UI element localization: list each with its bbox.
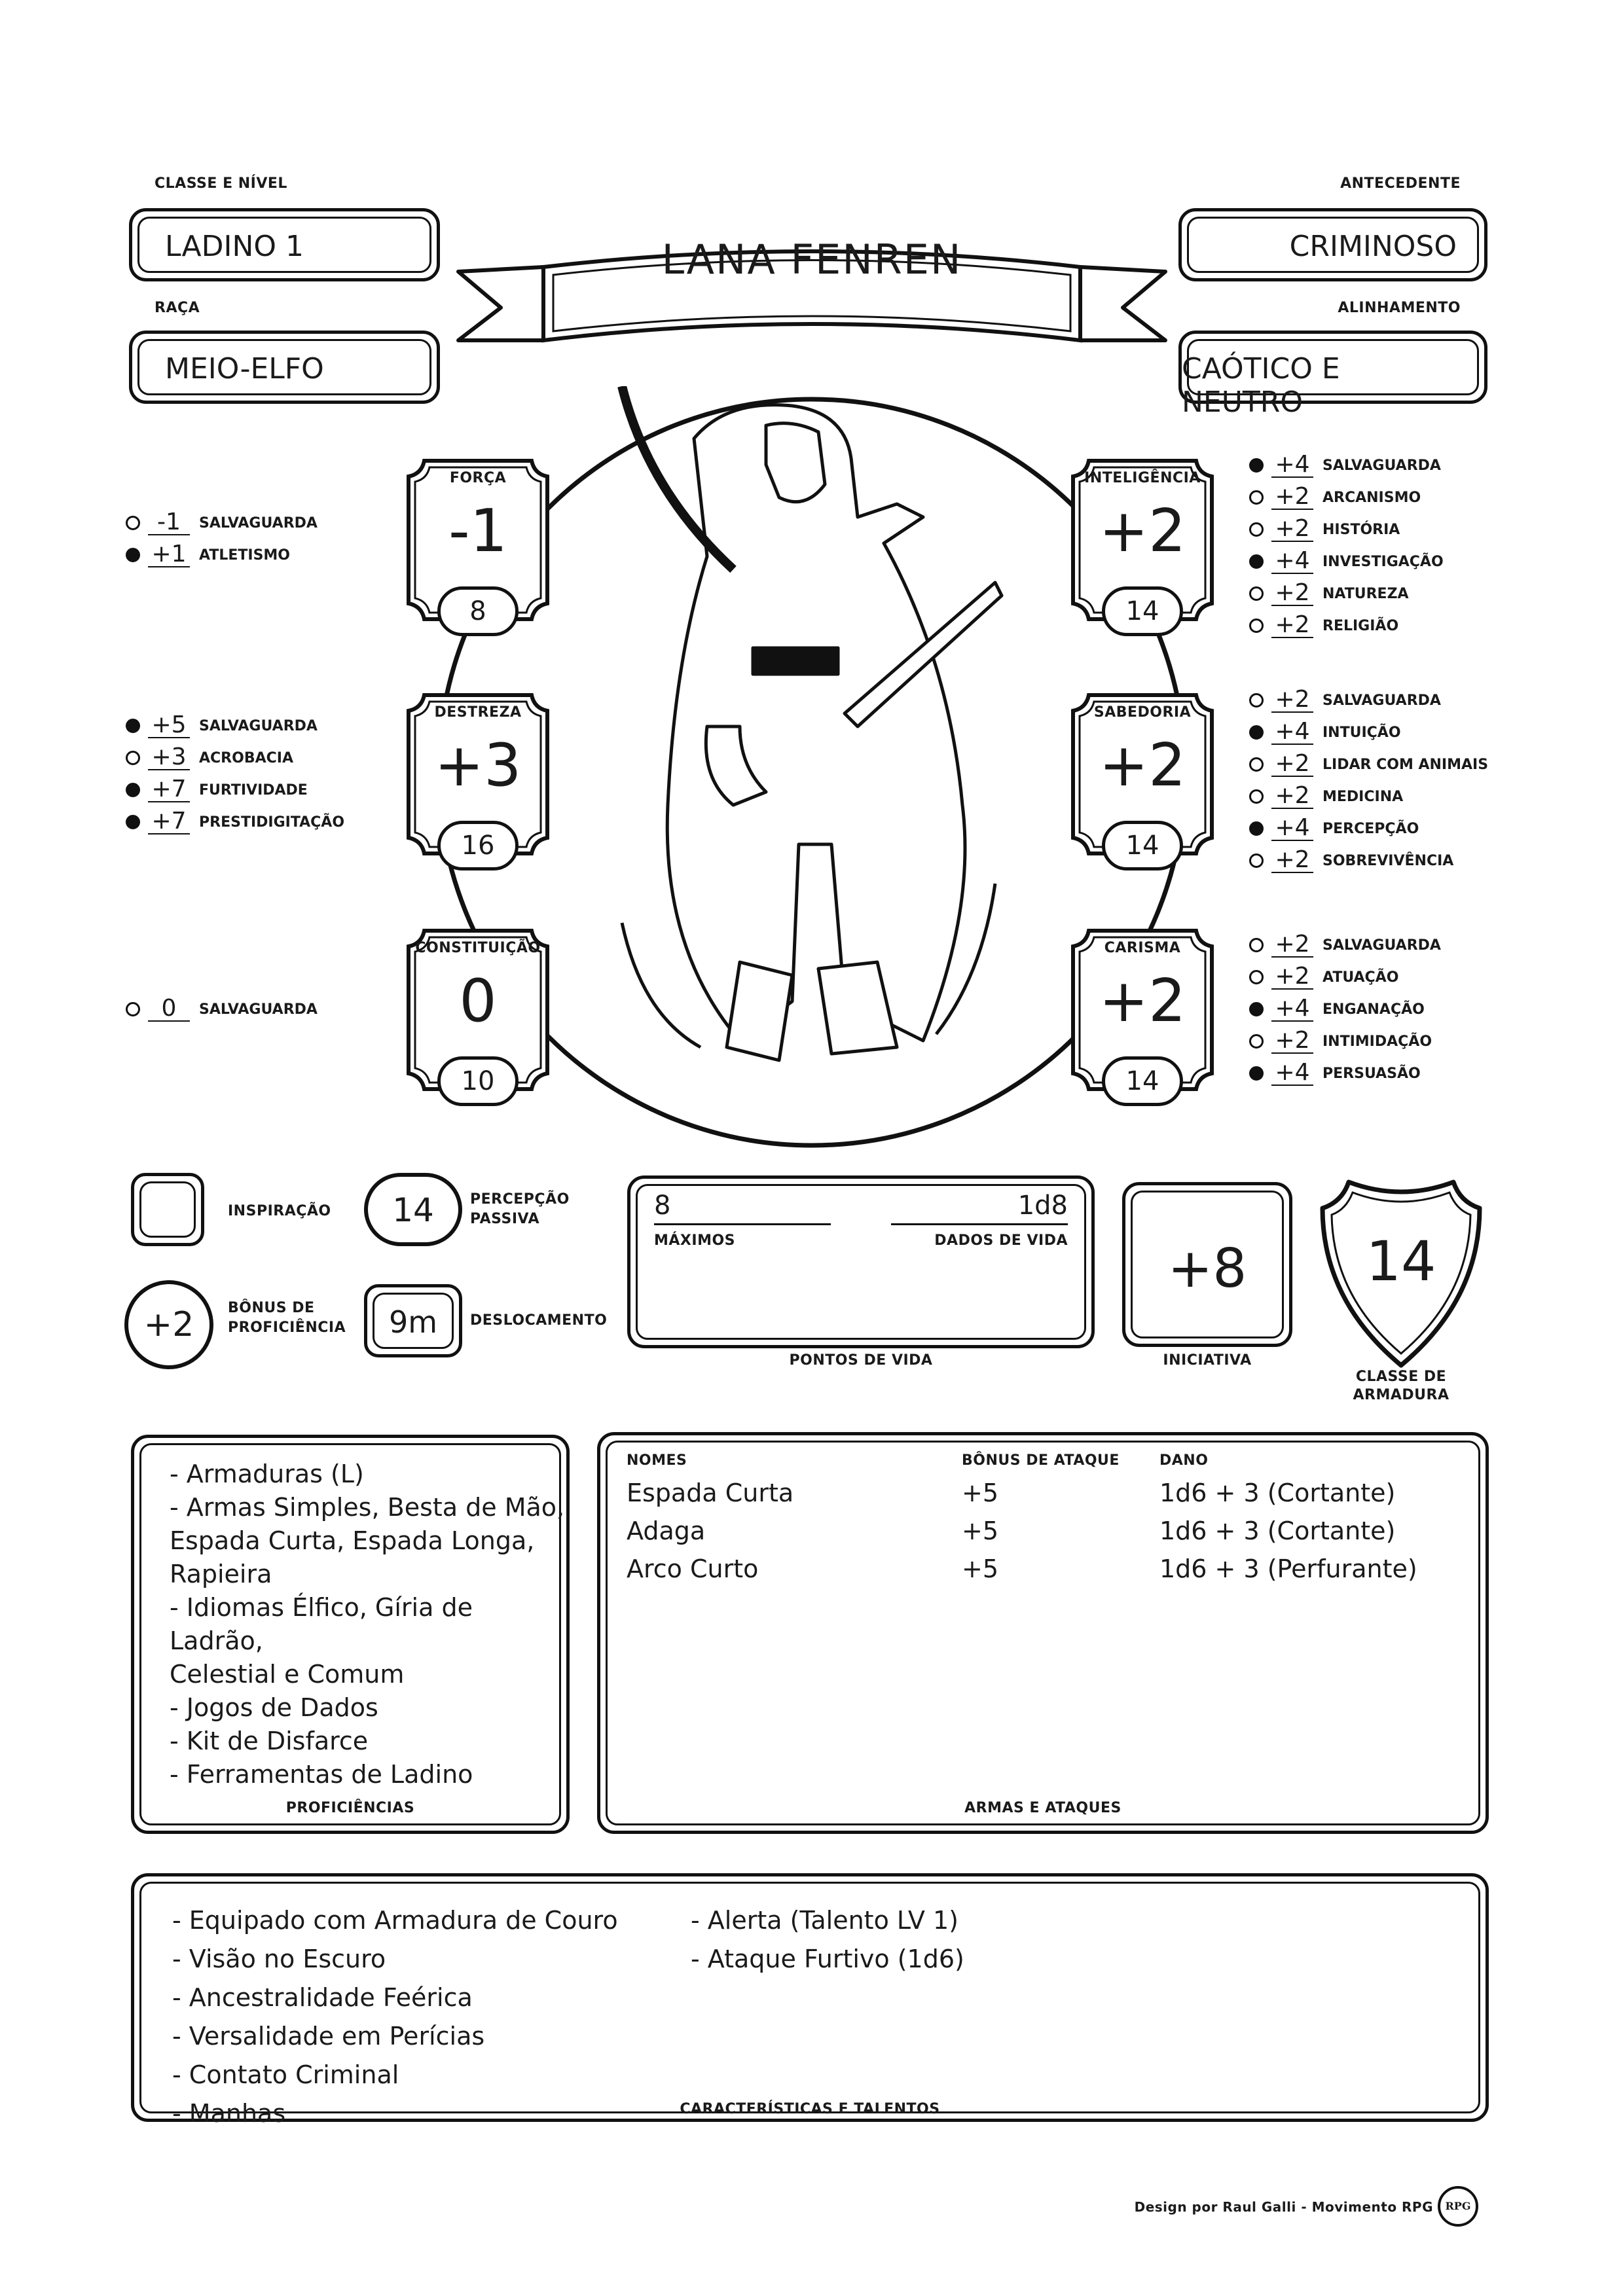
attacks-label: ARMAS E ATAQUES [964,1800,1122,1816]
proficiency-dot[interactable] [126,719,140,733]
proficiency-dot[interactable] [1249,757,1264,772]
proficiency-dot[interactable] [126,751,140,765]
skill-bonus: +2 [1271,965,1313,990]
skill-name: SALVAGUARDA [1322,937,1441,954]
ability-dexterity-score[interactable]: 16 [437,821,519,870]
proficiency-dot[interactable] [1249,821,1264,836]
ability-wisdom-score[interactable]: 14 [1102,821,1183,870]
proficiency-dot[interactable] [1249,1066,1264,1081]
skill-bonus: +4 [1271,816,1313,841]
skill-bonus: +7 [148,778,190,802]
speed-value: 9m [388,1304,438,1340]
proficiency-dot[interactable] [1249,725,1264,740]
skill-name: PERCEPÇÃO [1322,820,1419,837]
background-value: CRIMINOSO [1289,230,1457,263]
proficiencies-box[interactable] [131,1435,570,1834]
hp-max-line [654,1223,831,1225]
attack-damage: 1d6 + 3 (Perfurante) [1159,1554,1417,1583]
ability-intelligence-label: INTELIGÊNCIA [1084,470,1201,486]
skill-name: ACROBACIA [199,749,293,766]
skill-row[interactable] [1249,516,1400,543]
features-col-1 [172,1901,618,2133]
rpg-logo [1438,2186,1478,2227]
skill-bonus: +2 [1271,848,1313,873]
list-item: - Idiomas Élfico, Gíria de Ladrão, [170,1593,473,1655]
attacks-box[interactable] [597,1432,1489,1834]
armor-class-label-2: ARMADURA [1353,1387,1450,1403]
skill-row[interactable] [126,809,344,835]
skill-row[interactable] [1249,1028,1432,1054]
proficiency-dot[interactable] [1249,490,1264,505]
ability-strength-label: FORÇA [449,470,507,486]
character-name[interactable]: LANA FENREN [661,236,962,283]
skill-row[interactable] [126,542,290,568]
ability-intelligence [1070,458,1214,645]
list-item: Rapieira [170,1560,272,1588]
skill-name: PRESTIDIGITAÇÃO [199,814,345,831]
proficiency-bonus-box[interactable] [124,1280,213,1369]
proficiency-dot[interactable] [1249,619,1264,633]
proficiency-dot[interactable] [126,1002,140,1016]
skill-name: SALVAGUARDA [199,514,318,531]
ability-wisdom [1070,692,1214,879]
skill-name: SALVAGUARDA [1322,692,1441,709]
speed-box[interactable] [364,1284,462,1357]
skill-name: SOBREVIVÊNCIA [1322,852,1454,869]
hit-dice-value: 1d8 [1017,1191,1068,1221]
race-label: RAÇA [155,300,200,316]
proficiencies-list [170,1458,566,1791]
skill-bonus: +2 [1271,517,1313,542]
ability-charisma [1070,928,1214,1115]
skill-name: SALVAGUARDA [1322,457,1441,474]
passive-perception-label-2: PASSIVA [470,1211,540,1227]
hit-dice-line [891,1223,1068,1225]
ability-intelligence-score[interactable]: 14 [1102,586,1183,636]
proficiency-dot[interactable] [1249,522,1264,537]
passive-perception-label-1: PERCEPÇÃO [470,1191,570,1208]
skill-name: ATLETISMO [199,547,291,564]
passive-perception-label [470,1190,570,1229]
skill-bonus: +2 [1271,581,1313,606]
skill-name: PERSUASÃO [1322,1065,1421,1082]
ability-charisma-label: CARISMA [1104,940,1181,956]
skill-name: LIDAR COM ANIMAIS [1322,756,1489,773]
skill-row[interactable] [126,777,308,803]
skill-name: INVESTIGAÇÃO [1322,553,1444,570]
skill-bonus: +4 [1271,549,1313,574]
skill-bonus: +4 [1271,720,1313,745]
skill-bonus: +4 [1271,453,1313,478]
skill-row[interactable] [126,996,318,1022]
list-item: - Armas Simples, Besta de Mão, [170,1493,565,1522]
hp-max-label: MÁXIMOS [654,1232,736,1249]
proficiency-dot[interactable] [1249,938,1264,952]
skill-bonus: +2 [1271,485,1313,510]
skill-row[interactable] [1249,783,1403,810]
list-item: - Armaduras (L) [170,1460,364,1488]
skill-bonus: +2 [1271,1029,1313,1054]
background-label: ANTECEDENTE [1340,175,1461,192]
armor-class-value[interactable]: 14 [1366,1229,1436,1293]
attacks-col-damage: DANO [1159,1452,1209,1469]
skill-name: NATUREZA [1322,585,1409,602]
proficiency-dot[interactable] [126,783,140,797]
race-field[interactable] [129,331,440,404]
proficiency-dot[interactable] [1249,970,1264,984]
skill-row[interactable] [126,713,318,739]
attacks-col-name: NOMES [627,1452,687,1469]
skill-row[interactable] [126,745,293,771]
initiative-box[interactable] [1122,1182,1292,1347]
attack-bonus: +5 [962,1554,999,1583]
skill-row[interactable] [1249,848,1453,874]
background-field[interactable] [1178,208,1487,281]
proficiency-dot[interactable] [1249,586,1264,601]
name-banner [445,209,1178,367]
proficiency-dot[interactable] [1249,853,1264,868]
skill-row[interactable] [1249,1060,1421,1086]
list-item: - Manhas [172,2099,286,2128]
proficiency-bonus-label [228,1299,346,1338]
skill-row[interactable] [1249,932,1441,958]
proficiency-dot[interactable] [126,815,140,829]
ability-constitution-label: CONSTITUIÇÃO [415,940,541,956]
skill-name: SALVAGUARDA [199,717,318,734]
attack-name: Espada Curta [627,1479,794,1507]
hit-points-box[interactable] [627,1175,1095,1348]
skill-bonus: +2 [1271,752,1313,777]
skill-row[interactable] [126,510,318,536]
ability-constitution-mod[interactable]: 0 [459,967,497,1035]
proficiency-bonus-label-2: PROFICIÊNCIA [228,1319,346,1336]
skill-bonus: +5 [148,713,190,738]
proficiency-dot[interactable] [1249,458,1264,473]
features-label: CARACTERÍSTICAS E TALENTOS [680,2101,940,2117]
ability-dexterity-mod[interactable]: +3 [434,731,522,800]
ability-wisdom-label: SABEDORIA [1093,704,1192,721]
design-credit: Design por Raul Galli - Movimento RPG [1134,2199,1433,2215]
proficiencies-label: PROFICIÊNCIAS [285,1800,415,1816]
list-item: Celestial e Comum [170,1660,405,1689]
rpg-logo-text: RPG [1445,2200,1471,2212]
attack-damage: 1d6 + 3 (Cortante) [1159,1479,1396,1507]
list-item: - Ataque Furtivo (1d6) [691,1945,964,1973]
skill-row[interactable] [1249,964,1398,990]
skill-name: HISTÓRIA [1322,521,1400,538]
hp-max-value: 8 [654,1191,671,1221]
alignment-field[interactable] [1178,331,1487,419]
ability-charisma-score[interactable]: 14 [1102,1056,1183,1106]
initiative-value: +8 [1167,1238,1247,1300]
skill-name: ENGANAÇÃO [1322,1001,1425,1018]
skill-bonus: +4 [1271,1061,1313,1086]
attack-bonus: +5 [962,1479,999,1507]
skill-name: SALVAGUARDA [199,1001,318,1018]
attack-name: Adaga [627,1516,706,1545]
skill-row[interactable] [1249,816,1419,842]
proficiency-bonus-value: +2 [143,1305,194,1344]
ability-strength-score[interactable]: 8 [437,586,519,636]
skill-bonus: +2 [1271,613,1313,638]
list-item: - Ancestralidade Feérica [172,1983,473,2012]
skill-bonus: +1 [148,543,190,567]
features-box[interactable] [131,1873,1489,2128]
ability-constitution [406,928,550,1115]
skill-name: MEDICINA [1322,788,1404,805]
proficiency-dot[interactable] [1249,554,1264,569]
ability-constitution-score[interactable]: 10 [437,1056,519,1106]
ability-dexterity-label: DESTREZA [434,704,522,721]
passive-perception-box[interactable] [364,1173,462,1246]
skill-name: ARCANISMO [1322,489,1421,506]
skill-bonus: 0 [148,997,190,1022]
ability-charisma-mod[interactable]: +2 [1099,967,1186,1035]
alignment-value: CAÓTICO E NEUTRO [1182,352,1340,419]
ability-dexterity [406,692,550,879]
armor-class-label [1316,1368,1486,1405]
skill-name: ATUAÇÃO [1322,969,1399,986]
table-row[interactable] [627,1479,1465,1516]
armor-class-label-1: CLASSE DE [1355,1369,1447,1385]
skill-bonus: +4 [1271,997,1313,1022]
features-col-2 [691,1901,964,1979]
proficiency-dot[interactable] [126,516,140,530]
skill-row[interactable] [1249,548,1444,575]
skill-row[interactable] [1249,484,1421,511]
list-item: - Equipado com Armadura de Couro [172,1906,618,1935]
initiative-label: INICIATIVA [1163,1352,1252,1369]
proficiency-bonus-label-1: BÔNUS DE [228,1300,315,1316]
skill-name: INTIMIDAÇÃO [1322,1033,1432,1050]
inspiration-label: INSPIRAÇÃO [228,1203,331,1219]
ability-wisdom-mod[interactable]: +2 [1099,731,1186,800]
alignment-label: ALINHAMENTO [1338,300,1461,316]
skill-row[interactable] [1249,613,1398,639]
attack-damage: 1d6 + 3 (Cortante) [1159,1516,1396,1545]
list-item: - Versalidade em Perícias [172,2022,485,2051]
skill-bonus: +2 [1271,933,1313,958]
skill-name: FURTIVIDADE [199,781,308,798]
skill-bonus: +2 [1271,688,1313,713]
class-level-field[interactable] [129,208,440,281]
class-level-label: CLASSE E NÍVEL [155,175,287,192]
attack-bonus: +5 [962,1516,999,1545]
ability-strength-mod[interactable]: -1 [448,497,507,565]
list-item: - Jogos de Dados [170,1693,378,1722]
skill-bonus: -1 [148,511,190,535]
skill-row[interactable] [1249,996,1425,1022]
ability-intelligence-mod[interactable]: +2 [1099,497,1186,565]
ability-strength [406,458,550,645]
list-item: - Visão no Escuro [172,1945,386,1973]
proficiency-dot[interactable] [1249,1034,1264,1049]
skill-bonus: +7 [148,810,190,834]
proficiency-dot[interactable] [1249,789,1264,804]
skill-row[interactable] [1249,751,1488,778]
list-item: - Alerta (Talento LV 1) [691,1906,958,1935]
speed-label: DESLOCAMENTO [470,1312,608,1329]
list-item: - Kit de Disfarce [170,1727,369,1755]
proficiency-dot[interactable] [1249,1002,1264,1016]
attacks-col-bonus: BÔNUS DE ATAQUE [962,1452,1120,1469]
list-item: Espada Curta, Espada Longa, [170,1526,535,1555]
attack-name: Arco Curto [627,1554,759,1583]
hit-points-label: PONTOS DE VIDA [789,1352,933,1369]
table-row[interactable] [627,1554,1465,1592]
skill-row[interactable] [1249,452,1441,478]
proficiency-dot[interactable] [1249,693,1264,708]
skill-bonus: +3 [148,745,190,770]
hit-dice-label: DADOS DE VIDA [934,1232,1068,1249]
skill-bonus: +2 [1271,784,1313,809]
skill-row[interactable] [1249,719,1401,745]
proficiency-dot[interactable] [126,548,140,562]
skill-row[interactable] [1249,581,1409,607]
inspiration-box[interactable] [131,1173,204,1246]
passive-perception-value: 14 [392,1191,434,1229]
skill-name: RELIGIÃO [1322,617,1399,634]
skill-name: INTUIÇÃO [1322,724,1401,741]
list-item: - Ferramentas de Ladino [170,1760,473,1789]
table-row[interactable] [627,1516,1465,1554]
race-value: MEIO-ELFO [165,352,324,386]
list-item: - Contato Criminal [172,2060,399,2089]
class-level-value: LADINO 1 [165,230,304,263]
skill-row[interactable] [1249,687,1441,713]
